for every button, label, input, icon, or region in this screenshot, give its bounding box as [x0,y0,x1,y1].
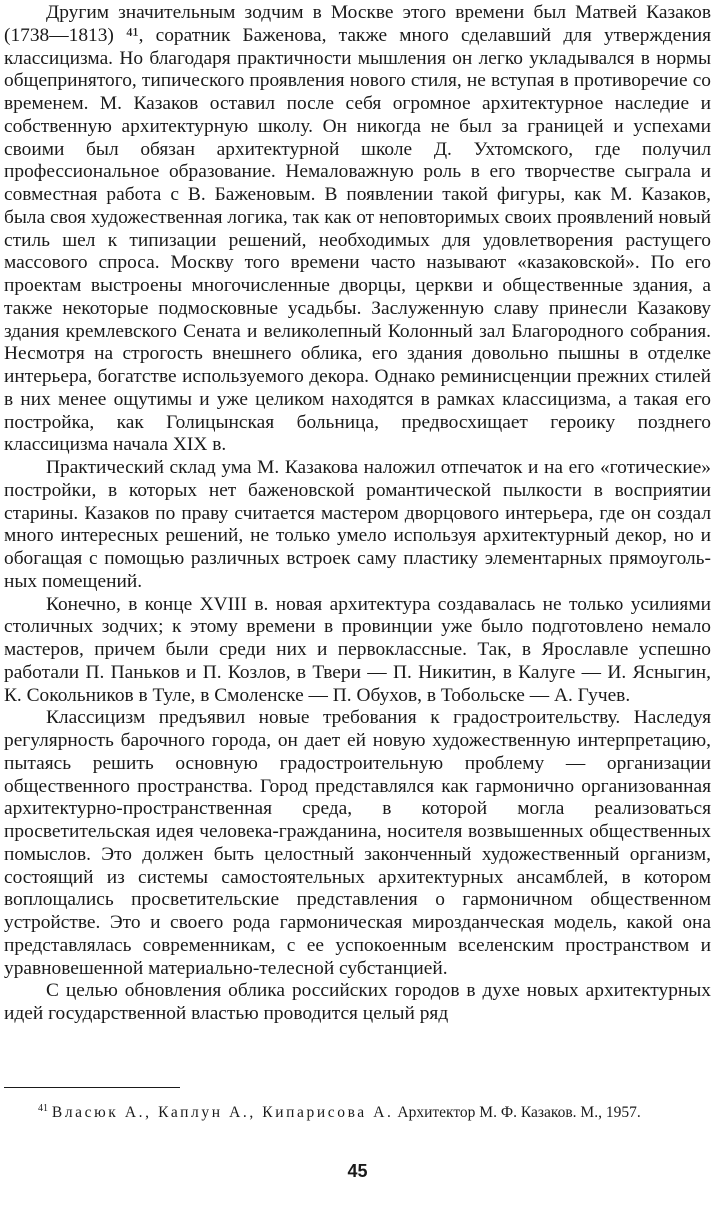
footnote-title: Архитектор М. Ф. Казаков. М., 1957. [393,1104,641,1121]
paragraph-city-renewal: С целью обновления облика российских городов в духе новых архитектурных идей государственной властью проводится целый ряд [4,980,711,1024]
paragraph-kazakov: Другим значительным зодчим в Москве этого времени был Матвей Казаков (1738—1813) ⁴¹, соратник Баженова, также много сделавший для утверждения классицизма. Но благодаря практичности мышления он легко укладывался в нормы общепринятого, типического проявления нового стиля, не вступая в противоречие со временем. М. Казаков оставил после себя огромное архитектурное наследие и собственную архитектурную школу. Он никогда не был за границей и успехами своими был обязан архитектурной школе Д. Ухтомского, где получил профессиональное образование. Немаловажную роль в его творчестве сыграла и совместная работа с В. Баженовым. В появлении такой фигуры, как М. Казаков, была своя художественная логика, так как от неповторимых своих проявлений новый стиль шел к типизации решений, необходимых для удовлетворения растущего массового спроса. Москву того времени часто называют «казаковской». По его проектам выстроены многочисленные дворцы, церкви и общественные здания, а также некоторые подмосковные усадьбы. Заслуженную славу принесли Казакову здания кремлевского Сената и великолепный Колонный зал Благородного собрания. Несмотря на строгость внешнего облика, его здания довольно пышны в отделке интерьера, богатстве используемого декора. Однако реминисценции прежних стилей в них менее ощутимы и уже целиком находятся в рамках классицизма, а такая его постройка, как Голицынская больница, предвосхищает героику позднего классицизма начала XIX в. [4,2,711,456]
main-text [4,2,711,1026]
paragraph-provincial-masters: Конечно, в конце XVIII в. новая архитектура создавалась не только усилиями столичных зодчих; к этому времени в провинции уже было подготовлено немало мастеров, причем были среди них и первоклассные. Так, в Ярославле успешно работали П. Паньков и П. Козлов, в Твери — П. Никитин, в Калуге — И. Ясныгин, К. Сокольников в Туле, в Смоленске — П. Обухов, в Тобольске — А. Гучев. [4,593,711,706]
page-number: 45 [347,1161,368,1181]
paragraph-urban-planning: Классицизм предъявил новые требования к градостроительству. Наследуя регулярность барочного города, он дает ей новую художественную интерпретацию, пытаясь решить основную градостроительную проблему — организации общественного пространства. Город представлялся как гармонично организованная архитектурно-пространственная среда, в которой могла реализоваться просветительская идея человека-гражданина, носителя возвышенных общественных помыслов. Это должен быть целостный законченный художественный организм, состоящий из системы самостоятельных архитектурных ансамблей, в котором воплощались просветительские представления о гармоничном общественном устройстве. Это и своего рода гармоническая мирозданческая модель, какой она представлялась современникам, с ее успокоенным вселенским пространством и уравновешенной материально-телесной субстанцией. [4,707,711,979]
paragraph-practical-mind: Практический склад ума М. Казакова наложил отпечаток и на его «готические» постройки, в которых нет баженовской романтической пылкости в восприятии старины. Казаков по праву считается мастером дворцового интерьера, где он создал много интересных решений, не только умело используя архитектурный декор, но и обогащая с помощью различных встроек саму пластику элементарных прямоугольных помещений. [4,457,711,592]
footnote-authors: Власюк А., Каплун А., Кипарисова А. [51,1104,394,1121]
footnote-marker: 41 [38,1102,48,1114]
footnote [4,1103,711,1123]
footnote-separator [4,1087,180,1088]
